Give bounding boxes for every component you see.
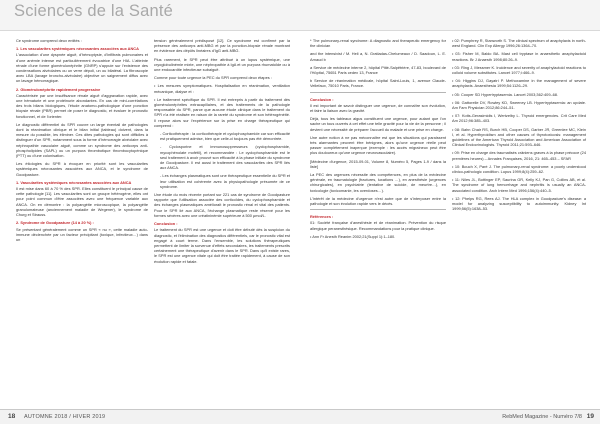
reference-text: 03: Fisher M, Baldo BA. Mast cell tryptase in anaesthetic anaphylactoid reactions. Br J Anaesth 1998;80:26–9. (452, 51, 586, 62)
paragraph: Il est mise dans 60 à 70 % des SPR. Elles constituent le principal cause de cette pathologie [11]. Les vascularites sont un groupe hétérogène, elles ont pour point commun d'être associées avec une fréquence variable aux ANCA. On en démontre : la polyangéite microscopique, la polyangéite granulomateuse (anciennement maladie de Wegener), le syndrome de Churg et Strauss. (16, 186, 148, 218)
page-number-right: 19 (586, 413, 594, 420)
reference-text: 10: Bouch X, Paré J. The pulmonary-renal syndrome: a poorly understood clinico-pathologic condition. Lupus 1999;8(4):259–62. (452, 163, 586, 175)
paragraph: Se présentant généralement comme un SPR « nu », cette maladie auto-immune déclenchée par un facteur précipitant (toxique, infectieux…) dans un (16, 226, 148, 242)
reference-item: • 06: Gattorelle DV, Rowley KD, Sweeney LB. Hypertryptasemia: an update. Am Fam Physician 2012;86:244–51. (452, 99, 586, 111)
footer-left (0, 409, 300, 424)
bullet-text: Les mesures symptomatiques. Hospitalisation en réanimation, ventilation mécanique, dialyse et : (154, 83, 290, 94)
paragraph: Plus rarement, le SPR peut être attribué à un lupus systémique, une cryoglobulinémie mixte, une néphropathie à IgA et un purpura rhumatoïde ou à une endocardite infectieuse subaiguë. (154, 56, 290, 73)
reference-text: Ann Fr Anesth Reanim 2002;21(Suppl 1):1–180. (312, 233, 396, 239)
paragraph: Déjà, tous les tableaux aigus constituent une urgence, pour autant que l'on sache un tous ouverts à cet effet une telle gravité pour la vie de la personne ; il devient une nécessité de préparer l'accueil du malade et une prise en charge. (310, 116, 446, 132)
paragraph: Les étiologies du SPR à évoquer en priorité sont les vascularites systémiques nécrosantes associées aux ANCA, et le syndrome de Goodpasture. (16, 161, 148, 177)
reference-item: • 10: Bouch X, Paré J. The pulmonary-renal syndrome: a poorly understood clinico-pathologic condition. Lupus 1999;8(4):259–62. (452, 163, 586, 175)
footer-right (300, 409, 600, 424)
reference-item: • 11: Niles JL, Bottinger EP, Saurina GR, Kelly KJ, Pan G, Collins AB, et al. The syndrome of lung hemorrhage and nephritis is usually an ANCA-associated condition. Arch Intern Med 1996;156(4):440–5. (452, 177, 586, 193)
paragraph: and the intensivist / M. Heli a, N. Gratiadas-Chelumeaux / D. Saadoun, L. E. Arnaud b (310, 51, 446, 62)
paragraph: b Service de réanimation médicale, hôpital Saint-Louis, 1, avenue Claude-Vellefaux, 75010 Paris, France. (310, 78, 446, 89)
divider (310, 209, 446, 210)
section-title: Sciences de la Santé (14, 2, 174, 20)
paragraph: Le diagnostic différentiel du SPR couvre un large éventail de pathologies dont la réanimation clinique et le bilan initial (tableau) doivent, dans la mesure du possible, les éliminer. Ces dites pathologies qui sont difficiles à distinguer d'un SPR, notamment sous la forme d'hémorragie alvéolaire avec néphropathie vasculaire aiguë, comme un syndrome des anticorps anti-phospholipides (SAPL) ou un purpura thrombotique thrombocytopénique (PTT) ou d'une colonisation. (16, 121, 148, 159)
paragraph: Il est important de savoir distinguer une urgence, de connaître son évolution, et faire la liaison avec la gravité. (310, 102, 446, 114)
subheading-references: Références : (310, 214, 334, 220)
sub-bullet-item: - Les échanges plasmatiques sont une thérapeutique essentielle du SPR et leur utilisation est cohérente avec la physiopathologie présumée de ce syndrome. (160, 173, 290, 189)
reference-item: • 02: Pumphrey R, Stanworth S. The clinical spectrum of anaphylaxis in north-west England. Clin Exp Allergy 1996;26:1364–70. (452, 38, 586, 49)
reference-text: 04: Higgins DJ, Gayatri P. Methoxamine in the management of severe anaphylaxis. Anaesthesia 1999;54:1126–29. (452, 78, 586, 89)
issue-date: AUTOMNE 2018 / HIVER 2019 (24, 413, 106, 420)
bullet-text: Les échanges plasmatiques sont une thérapeutique essentielle du SPR et leur utilisation est cohérente avec la physiopathologie présumée de ce syndrome. (160, 173, 290, 189)
subheading-conclusion: Conclusion : (154, 221, 178, 227)
divider (310, 92, 446, 93)
paragraph: La PEC des urgences nécessite des compétences, en plus de la médecine générale, en traumatologie (fractures, luxations …), en anesthésie (urgences chirurgicales), en psychiatrie (tentative de suicide, de meurtre…), en toxicologie (toxicomanie, les overdoses…). (310, 172, 446, 193)
reference-text: 03: Ring J, Messmer K. Incidence and severity of anaphylactoid reactions to colloid volume substitutes. Lancet 1977;i:466–9. (452, 64, 586, 76)
subheading-glomerulonephrite: 2. Glomérulonéphrite rapidement progressive (16, 86, 101, 92)
subheading-vascularites: 1. Les vascularites systémiques nécrosantes associées aux ANCA (16, 46, 139, 52)
column-4 (452, 38, 586, 406)
reference-text: 09: Prise en charge des traumatisés crâniens graves à la phase précoce (24 premières heures) – Annales Françaises, 2016, 21: 465–453 – SFAR (452, 150, 586, 161)
reference-text: 02: Pumphrey R, Stanworth S. The clinical spectrum of anaphylaxis in north-west England. Clin Exp Allergy 1996;26:1364–70. (452, 38, 586, 49)
reference-item: • 08: Bahn Chair RS, Burch HB, Cooper DS, Garber JR, Greenlee MC, Klein I, et al. Hyperthyroidism and other causes of thyrotoxicosis: management guidelines of the American Thyroid Association and American Association of Clinical Endocrinologists. Thyroid 2011;21:593–646. (452, 126, 586, 148)
paragraph: Comme pour toute urgence la PEC du SPR comprend deux étapes : (154, 75, 272, 81)
reference-text: 05: Cooper SD Hypertryptasemia. Lancet 2003;362:409–68. (454, 91, 559, 97)
reference-text: 12: Phelps RG, Rees AJ. The HLA complex in Goodpasture's disease: a model for analyzing susceptibility to autoimmunity. Kidney Int 1999;56(5):1638–53. (452, 195, 586, 212)
paragraph: a Service de médecine interne 2, hôpital Pitié-Salpêtrière, 47-83, boulevard de l'Hôpital, 75651 Paris cedex 13, France (310, 64, 446, 76)
bullet-item: • Les mesures symptomatiques. Hospitalisation en réanimation, ventilation mécanique, dialyse et : (154, 83, 290, 94)
page-footer (0, 409, 600, 424)
subheading-goodpasture: 2. Syndrome de Goodpasture (14 à 20 %) : (16, 220, 94, 226)
paragraph: L'association d'une dyspnée aiguë, d'hémoptysie, d'infiltrats pulmonaires et d'une anémie intense est particulièrement évocatrice d'une HIA. L'atteinte rénale d'une forme glomérulonéphrite (GNRP) s'appuie sur l'existence des condensations alvéolaires ou un verre dépoli, un ou bilatéral. La fibroscopie avec LBA (lavage broncho-alvéolaire) objective un saignement diffus avec un lavage hémorragique. (16, 52, 148, 84)
paragraph: Une autre notion à ne pas méconnaître est que les situations qui paraissent très alarmantes peuvent être bénignes, alors qu'une urgence réelle peut passer complètement inaperçue (exemple : les accès migraineux peut être plus douloureux qu'une urgence neurovasculaire). (310, 134, 446, 156)
reference-item: • 07: Kotis-Gerasimidis I, Wertzelby L. Thyroid emergencies. Crit Care Med Am 2012;96:385–403. (452, 113, 586, 124)
magazine-issue: RebMed Magazine - Numéro 7/8 (502, 413, 582, 420)
bullet-item: • Le traitement spécifique du SPR. Il est entrepris à partir du traitement dès glomérulonéphrites extracapillaires, et des traitements de la pathologie responsable du SPR, parce que aucune étude clinique dans le traitement du SPR n'a été réalisée en raison de la rareté du syndrome et son hétérogénéité. Il repose alors sur l'expérience sur la prise en charge thérapeutique qui comprend : (154, 96, 290, 128)
column-2 (154, 38, 290, 406)
reference-item: 01: Société française d'anesthésie et de réanimation. Prévention du risque allergique peranesthésique. Recommandations pour la pratique clinique. (310, 220, 446, 231)
sub-bullet-item: - Corticothérapie : la corticothérapie et cyclophosphamide car son efficacité est pratiquement admise, bien que celle-ci toujours pas été démontrée. (160, 131, 290, 142)
subheading-vascularites-anca: 1. Vascularites systémiques nécrosantes associées aux ANCA (16, 179, 132, 185)
paragraph: Le traitement du SPR est une urgence et doit être débuté dès la suspicion du diagnostic, et l'élimination des diagnostics différentiels, car le pronostic vital est engagé à court terme. Dans l'ensemble, les solutions thérapeutiques permettent de limiter la survenue d'effets secondaires, les traitements prescrits certainement une thérapeutique d'avenir dans le SPR. Dans qu'il existe rares, le SPR est une urgence vitale qui doit être traitée rapidement, à cause de son évolution rapide et fatale. (154, 227, 290, 264)
intro-paragraph: Ce syndrome comprend deux entités : (16, 38, 82, 43)
reference-item: • 04: Higgins DJ, Gayatri P. Methoxamine in the management of severe anaphylaxis. Anaesthesia 1999;54:1126–29. (452, 78, 586, 89)
reference-item: • 03: Ring J, Messmer K. Incidence and severity of anaphylactoid reactions to colloid volume substitutes. Lancet 1977;i:466–9. (452, 64, 586, 76)
paragraph: L'intérêt de la médecine d'urgence n'est autre que de s'interposer entre la pathologie et son évolution rapide vers le décès. (310, 195, 446, 207)
reference-item: • 12: Phelps RG, Rees AJ. The HLA complex in Goodpasture's disease: a model for analyzing susceptibility to autoimmunity. Kidney Int 1999;56(5):1638–53. (452, 195, 586, 212)
paragraph: [Médecine d'urgence, 2015-09-01, Volume 8, Numéro 5, Pages 1-9 / dans la liste] (310, 158, 446, 169)
sub-bullet-item: - Cyclosporine et immunosuppresseurs (cyclophosphamide, mycophénolate mofétil), et recommandée : Le cyclophosphamide est le seul traitement à avoir prouvé son efficacité à la phase initiale du syndrome de Goodpasture. Il est aussi le traitement des vascularites des SPR liés aux ANCA. (160, 144, 290, 171)
reference-item: • Ann Fr Anesth Reanim 2002;21(Suppl 1):1–180. (310, 233, 396, 239)
page-number-left: 18 (8, 413, 16, 420)
reference-item: • 05: Cooper SD Hypertryptasemia. Lancet 2003;362:409–68. (452, 91, 559, 97)
paragraph: * The pulmonary-renal syndrome: A diagnostic and therapeutic emergency for the clinician (310, 38, 446, 49)
reference-text: 07: Kotis-Gerasimidis I, Wertzelby L. Thyroid emergencies. Crit Care Med Am 2012;96:385–403. (452, 113, 586, 124)
reference-item: • 03: Fisher M, Baldo BA. Mast cell tryptase in anaesthetic anaphylactoid reactions. Br J Anaesth 1998;80:26–9. (452, 51, 586, 62)
reference-text: 11: Niles JL, Bottinger EP, Saurina GR, Kelly KJ, Pan G, Collins AB, et al. The syndrome of lung hemorrhage and nephritis is usually an ANCA-associated condition. Arch Intern Med 1996;156(4):440–5. (452, 177, 586, 193)
paragraph: Une étude du mois récente portant sur 221 cas de syndrome de Goodpasture rapporte que l'utilisation associée des corticoïdes, du cyclophosphamide et des échanges plasmatiques améliorait le pronostic rénal et vital des patients. Pour le SPR lié aux ANCA, l'échange plasmatique reste réservé pour les formes sévères avec une créatininémie supérieure à 500 µmol/L. (154, 192, 290, 218)
bullet-text: Corticothérapie : la corticothérapie et cyclophosphamide car son efficacité est pratiquement admise, bien que celle-ci toujours pas été démontrée. (160, 131, 290, 142)
reference-text: 06: Gattorelle DV, Rowley KD, Sweeney LB. Hypertryptasemia: an update. Am Fam Physician 2012;86:244–51. (452, 99, 586, 111)
column-3 (310, 38, 446, 406)
paragraph: tension généralement prédisposé [12]. Ce syndrome est confirmé par la présence des anticorps anti-MBG et par la ponction-biopsie rénale montrant en évidence des dépôts linéaires d'IgG anti-MBG. (154, 38, 290, 54)
bullet-text: Cyclosporine et immunosuppresseurs (cyclophosphamide, mycophénolate mofétil), et recommandée : Le cyclophosphamide est le seul traitement à avoir prouvé son efficacité à la phase initiale du syndrome de Goodpasture. Il est aussi le traitement des vascularites des SPR liés aux ANCA. (160, 144, 290, 171)
column-1 (16, 38, 148, 406)
reference-item: • 09: Prise en charge des traumatisés crâniens graves à la phase précoce (24 premières heures) – Annales Françaises, 2016, 21: 465–453 – SFAR (452, 150, 586, 161)
subheading-conclusion: Conclusion : (310, 96, 334, 102)
page-header (0, 0, 600, 31)
reference-text: 08: Bahn Chair RS, Burch HB, Cooper DS, Garber JR, Greenlee MC, Klein I, et al. Hyperthyroidism and other causes of thyrotoxicosis: management guidelines of the American Thyroid Association and American Association of Clinical Endocrinologists. Thyroid 2011;21:593–646. (452, 126, 586, 148)
bullet-text: Le traitement spécifique du SPR. Il est entrepris à partir du traitement dès glomérulonéphrites extracapillaires, et des traitements de la pathologie responsable du SPR, parce que aucune étude clinique dans le traitement du SPR n'a été réalisée en raison de la rareté du syndrome et son hétérogénéité. Il repose alors sur l'expérience sur la prise en charge thérapeutique qui comprend : (154, 96, 290, 128)
paragraph: Caractérisée par une insuffisance rénale aiguë d'aggravation rapide, avec une hématurie et une protéinurie abondantes. En cas de mini-corrélations des trois bilans biologiques, l'étude anatomo-pathologique d'une ponction biopsie rénale (PBR) permet de poser le diagnostic, et évaluer le pronostic fonctionnel, et de l'orienter. (16, 92, 148, 119)
